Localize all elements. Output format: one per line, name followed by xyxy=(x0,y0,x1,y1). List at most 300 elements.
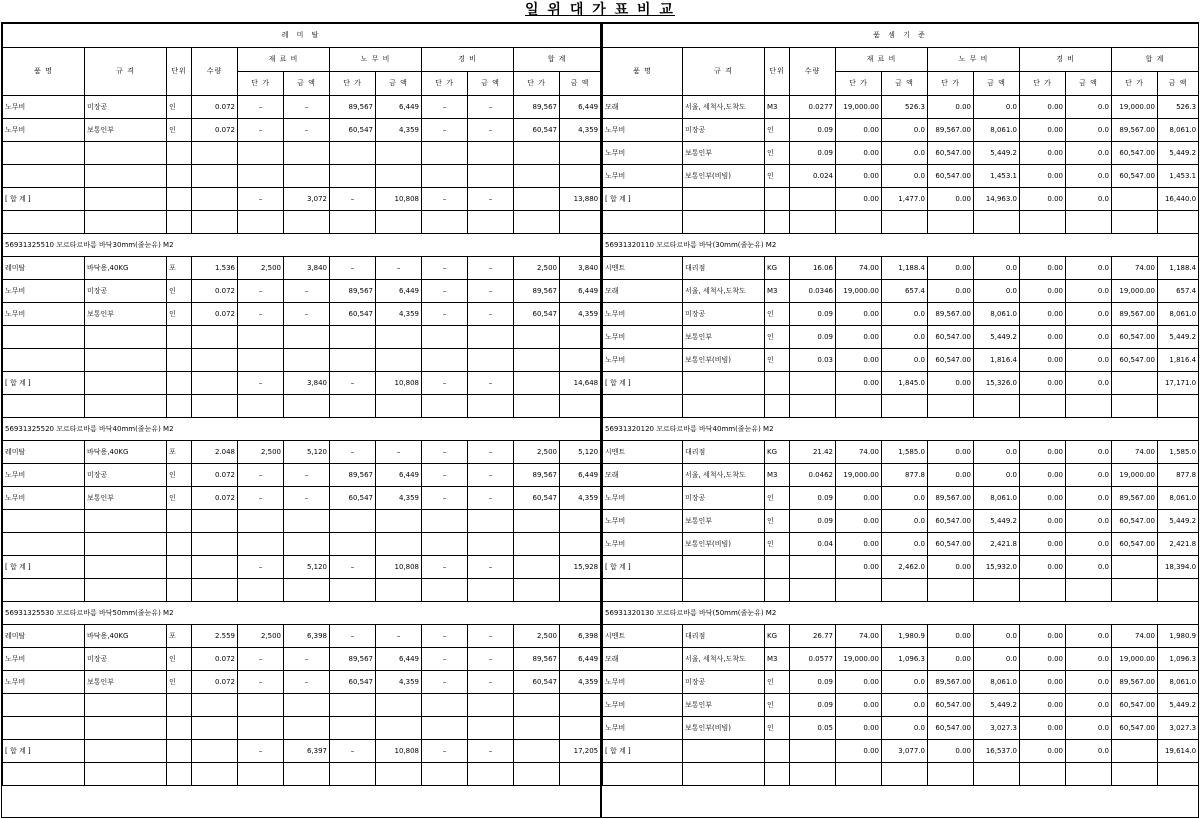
cell-tot-price: 2,500 xyxy=(514,257,560,280)
cell-qty: 0.09 xyxy=(790,142,836,165)
cell-qty xyxy=(790,372,836,395)
left-panel-title: 레 미 탈 xyxy=(3,24,601,48)
cell-spec xyxy=(85,763,167,786)
cell-exp-price: 0.00 xyxy=(1020,441,1066,464)
cell-mat-amount xyxy=(284,533,330,556)
cell-lab-amount: 5,449.2 xyxy=(974,510,1020,533)
cell-mat-price: – xyxy=(238,556,284,579)
cell-qty xyxy=(192,579,238,602)
cell-exp-amount: 0.0 xyxy=(1066,349,1112,372)
cell-mat-price: 0.00 xyxy=(836,188,882,211)
cell-item-name xyxy=(3,579,85,602)
cell-lab-amount: 6,449 xyxy=(376,96,422,119)
cell-tot-price xyxy=(1112,211,1158,234)
cell-exp-price xyxy=(1020,211,1066,234)
cell-spec xyxy=(85,142,167,165)
cell-mat-amount: 1,096.3 xyxy=(882,648,928,671)
cell-mat-amount: 1,477.0 xyxy=(882,188,928,211)
cell-tot-price: 89,567 xyxy=(514,464,560,487)
right-table-body xyxy=(603,96,1199,786)
cell-qty: 2.048 xyxy=(192,441,238,464)
table-row xyxy=(3,510,601,533)
cell-qty xyxy=(192,165,238,188)
col-price: 단 가 xyxy=(422,72,468,96)
col-price: 단 가 xyxy=(330,72,376,96)
cell-mat-amount: 3,077.0 xyxy=(882,740,928,763)
cell-spec: 바닥용,40KG xyxy=(85,441,167,464)
cell-exp-price xyxy=(1020,763,1066,786)
cell-tot-amount: 5,120 xyxy=(560,441,601,464)
page-title-text: 일 위 대 가 표 비 교 xyxy=(525,2,675,18)
cell-tot-amount xyxy=(560,165,601,188)
cell-lab-amount xyxy=(376,763,422,786)
cell-mat-amount xyxy=(882,763,928,786)
cell-unit: 인 xyxy=(167,119,192,142)
cell-spec: 보통인부(비빔) xyxy=(683,349,765,372)
section-row xyxy=(603,234,1199,257)
cell-item-name: [ 합 계 ] xyxy=(603,740,683,763)
cell-tot-price: 74.00 xyxy=(1112,441,1158,464)
cell-mat-amount: 0.0 xyxy=(882,119,928,142)
cell-mat-price: 19,000.00 xyxy=(836,96,882,119)
cell-mat-price: – xyxy=(238,188,284,211)
cell-item-name: 노무비 xyxy=(3,648,85,671)
table-row xyxy=(603,648,1199,671)
cell-exp-amount: 0.0 xyxy=(1066,717,1112,740)
page-title xyxy=(0,0,1200,22)
cell-exp-amount: – xyxy=(468,556,514,579)
cell-lab-amount xyxy=(376,717,422,740)
table-row xyxy=(3,96,601,119)
cell-item-name: 레미탈 xyxy=(3,625,85,648)
cell-tot-price xyxy=(514,556,560,579)
table-row xyxy=(3,372,601,395)
col-price: 단 가 xyxy=(238,72,284,96)
cell-tot-amount: 13,880 xyxy=(560,188,601,211)
table-row xyxy=(603,211,1199,234)
cell-mat-amount xyxy=(284,211,330,234)
cell-exp-amount xyxy=(468,533,514,556)
cell-unit xyxy=(765,763,790,786)
cell-mat-amount xyxy=(284,579,330,602)
cell-spec xyxy=(85,211,167,234)
cell-lab-amount: 4,359 xyxy=(376,119,422,142)
cell-exp-price xyxy=(422,211,468,234)
table-row xyxy=(603,579,1199,602)
table-row xyxy=(603,188,1199,211)
cell-tot-amount xyxy=(560,533,601,556)
cell-spec xyxy=(683,188,765,211)
cell-spec: 서울, 세척사,도착도 xyxy=(683,96,765,119)
cell-mat-amount xyxy=(284,326,330,349)
cell-tot-amount xyxy=(560,326,601,349)
cell-exp-amount: 0.0 xyxy=(1066,303,1112,326)
cell-mat-price xyxy=(238,142,284,165)
cell-mat-price: 0.00 xyxy=(836,326,882,349)
cell-exp-amount xyxy=(1066,211,1112,234)
cell-lab-price xyxy=(928,395,974,418)
table-row xyxy=(603,740,1199,763)
cell-mat-amount xyxy=(284,694,330,717)
cell-exp-amount xyxy=(1066,579,1112,602)
cell-lab-amount xyxy=(376,165,422,188)
cell-qty xyxy=(192,694,238,717)
cell-mat-amount: 1,980.9 xyxy=(882,625,928,648)
cell-item-name: 시멘트 xyxy=(603,441,683,464)
cell-unit xyxy=(167,510,192,533)
cell-spec: 대리점 xyxy=(683,257,765,280)
col-spec: 규 격 xyxy=(683,48,765,96)
cell-tot-price xyxy=(514,349,560,372)
cell-lab-price xyxy=(928,211,974,234)
cell-item-name xyxy=(603,211,683,234)
cell-mat-price: 0.00 xyxy=(836,671,882,694)
cell-item-name: [ 합 계 ] xyxy=(3,372,85,395)
cell-spec: 미장공 xyxy=(683,487,765,510)
cell-tot-amount: 17,205 xyxy=(560,740,601,763)
cell-tot-amount xyxy=(560,510,601,533)
cell-mat-price: 0.00 xyxy=(836,372,882,395)
cell-spec: 서울, 세척사,도착도 xyxy=(683,280,765,303)
cell-unit xyxy=(167,694,192,717)
cell-item-name: 노무비 xyxy=(3,464,85,487)
cell-exp-amount xyxy=(468,763,514,786)
cell-qty xyxy=(192,372,238,395)
cell-spec: 미장공 xyxy=(85,96,167,119)
cell-item-name: 시멘트 xyxy=(603,625,683,648)
cell-spec: 보통인부 xyxy=(85,119,167,142)
cell-spec: 보통인부(비빔) xyxy=(683,717,765,740)
cell-lab-price: 89,567.00 xyxy=(928,487,974,510)
cell-exp-price: – xyxy=(422,188,468,211)
col-total: 합 계 xyxy=(1112,48,1199,72)
cell-tot-price: 89,567 xyxy=(514,96,560,119)
cell-exp-price: 0.00 xyxy=(1020,372,1066,395)
cell-tot-amount: 16,440.0 xyxy=(1158,188,1199,211)
col-spec: 규 격 xyxy=(85,48,167,96)
cell-unit: M3 xyxy=(765,96,790,119)
table-row xyxy=(603,303,1199,326)
cell-lab-amount: 8,061.0 xyxy=(974,671,1020,694)
cell-tot-price: 60,547 xyxy=(514,671,560,694)
cell-exp-amount: – xyxy=(468,671,514,694)
cell-mat-price: – xyxy=(238,372,284,395)
col-price: 단 가 xyxy=(836,72,882,96)
cell-lab-amount: 14,963.0 xyxy=(974,188,1020,211)
cell-lab-amount xyxy=(376,349,422,372)
comparison-sheet xyxy=(1,22,1199,818)
cell-lab-price xyxy=(330,533,376,556)
cell-unit: 인 xyxy=(167,464,192,487)
cell-spec xyxy=(683,763,765,786)
cell-tot-price: 60,547.00 xyxy=(1112,326,1158,349)
cell-mat-amount: 6,398 xyxy=(284,625,330,648)
table-row xyxy=(3,280,601,303)
cell-lab-amount: 6,449 xyxy=(376,280,422,303)
cell-lab-amount xyxy=(974,211,1020,234)
cell-unit: 인 xyxy=(167,487,192,510)
cell-mat-amount: 526.3 xyxy=(882,96,928,119)
cell-exp-price: 0.00 xyxy=(1020,188,1066,211)
cell-qty: 0.09 xyxy=(790,694,836,717)
cell-lab-amount: 3,027.3 xyxy=(974,717,1020,740)
cell-exp-price xyxy=(422,533,468,556)
cell-exp-price: 0.00 xyxy=(1020,694,1066,717)
col-name: 품 명 xyxy=(3,48,85,96)
cell-tot-price xyxy=(1112,395,1158,418)
cell-tot-price xyxy=(514,533,560,556)
table-row xyxy=(603,372,1199,395)
cell-spec xyxy=(85,395,167,418)
cell-lab-amount: 15,932.0 xyxy=(974,556,1020,579)
cell-qty xyxy=(790,579,836,602)
cell-exp-price: – xyxy=(422,119,468,142)
cell-item-name: 노무비 xyxy=(3,303,85,326)
cell-tot-amount: 4,359 xyxy=(560,487,601,510)
cell-spec: 미장공 xyxy=(85,464,167,487)
section-row xyxy=(603,602,1199,625)
cell-lab-price: 89,567 xyxy=(330,280,376,303)
cell-unit: 인 xyxy=(765,717,790,740)
cell-tot-amount xyxy=(560,763,601,786)
cell-spec: 대리점 xyxy=(683,625,765,648)
table-row xyxy=(603,395,1199,418)
cell-exp-amount xyxy=(468,349,514,372)
cell-unit xyxy=(765,372,790,395)
cell-item-name: 시멘트 xyxy=(603,257,683,280)
col-amount: 금 액 xyxy=(468,72,514,96)
cell-item-name: 레미탈 xyxy=(3,257,85,280)
cell-tot-amount xyxy=(1158,211,1199,234)
cell-mat-price: 0.00 xyxy=(836,740,882,763)
cell-tot-price xyxy=(514,372,560,395)
cell-exp-price: – xyxy=(422,257,468,280)
cell-unit: 인 xyxy=(167,648,192,671)
cell-lab-amount: 4,359 xyxy=(376,671,422,694)
cell-spec: 보통인부 xyxy=(683,510,765,533)
cell-mat-price: 19,000.00 xyxy=(836,648,882,671)
table-row xyxy=(603,671,1199,694)
cell-exp-amount: 0.0 xyxy=(1066,740,1112,763)
cell-exp-amount: – xyxy=(468,119,514,142)
cell-exp-price: – xyxy=(422,740,468,763)
cell-exp-price: – xyxy=(422,96,468,119)
cell-mat-amount: 0.0 xyxy=(882,349,928,372)
cell-spec xyxy=(683,579,765,602)
cell-exp-price: – xyxy=(422,648,468,671)
cell-lab-amount: 1,816.4 xyxy=(974,349,1020,372)
cell-spec xyxy=(85,165,167,188)
cell-item-name: [ 합 계 ] xyxy=(603,372,683,395)
cell-spec: 보통인부 xyxy=(683,326,765,349)
cell-item-name xyxy=(3,395,85,418)
cell-tot-price xyxy=(1112,740,1158,763)
cell-mat-price: 2,500 xyxy=(238,441,284,464)
cell-mat-price: 74.00 xyxy=(836,257,882,280)
cell-tot-price xyxy=(1112,188,1158,211)
cell-mat-price xyxy=(238,165,284,188)
cell-unit: 인 xyxy=(765,533,790,556)
cell-lab-amount: 2,421.8 xyxy=(974,533,1020,556)
cell-lab-price: – xyxy=(330,441,376,464)
cell-tot-amount: 1,096.3 xyxy=(1158,648,1199,671)
cell-lab-price: 60,547 xyxy=(330,487,376,510)
table-row xyxy=(3,326,601,349)
cell-qty: 1.536 xyxy=(192,257,238,280)
cell-spec: 미장공 xyxy=(85,280,167,303)
table-row xyxy=(603,349,1199,372)
cell-tot-price xyxy=(514,510,560,533)
cell-spec xyxy=(683,211,765,234)
table-row xyxy=(3,671,601,694)
cell-lab-price xyxy=(330,326,376,349)
cell-unit: 포 xyxy=(167,257,192,280)
cell-exp-amount xyxy=(468,694,514,717)
cell-qty xyxy=(192,349,238,372)
cell-item-name xyxy=(3,165,85,188)
cell-lab-price: 60,547.00 xyxy=(928,142,974,165)
cell-spec: 미장공 xyxy=(683,671,765,694)
cell-mat-amount: 3,840 xyxy=(284,372,330,395)
cell-mat-amount xyxy=(882,579,928,602)
table-row xyxy=(3,579,601,602)
cell-lab-price: 60,547.00 xyxy=(928,326,974,349)
cell-lab-price: 0.00 xyxy=(928,648,974,671)
table-row xyxy=(603,487,1199,510)
cell-lab-price: 60,547 xyxy=(330,303,376,326)
cell-qty: 0.09 xyxy=(790,326,836,349)
col-labor: 노 무 비 xyxy=(928,48,1020,72)
col-price: 단 가 xyxy=(514,72,560,96)
table-row xyxy=(603,717,1199,740)
cell-item-name: 노무비 xyxy=(3,671,85,694)
cell-tot-price: 60,547.00 xyxy=(1112,142,1158,165)
cell-item-name xyxy=(603,579,683,602)
cell-tot-amount: 17,171.0 xyxy=(1158,372,1199,395)
cell-tot-amount xyxy=(1158,763,1199,786)
cell-spec xyxy=(85,372,167,395)
cell-unit xyxy=(765,740,790,763)
cell-unit: 인 xyxy=(167,671,192,694)
cell-lab-amount: – xyxy=(376,625,422,648)
cell-exp-price: 0.00 xyxy=(1020,257,1066,280)
cell-lab-amount: 0.0 xyxy=(974,441,1020,464)
cell-tot-amount xyxy=(560,142,601,165)
cell-qty xyxy=(192,142,238,165)
cell-mat-amount: 0.0 xyxy=(882,142,928,165)
cell-exp-price: – xyxy=(422,487,468,510)
cell-mat-price: 0.00 xyxy=(836,349,882,372)
cell-exp-amount: 0.0 xyxy=(1066,326,1112,349)
cell-mat-price xyxy=(238,510,284,533)
cell-lab-amount: 0.0 xyxy=(974,257,1020,280)
table-row xyxy=(3,533,601,556)
cell-tot-price: 19,000.00 xyxy=(1112,648,1158,671)
cell-unit: 인 xyxy=(765,165,790,188)
cell-exp-amount: 0.0 xyxy=(1066,487,1112,510)
cell-mat-amount xyxy=(284,165,330,188)
table-row xyxy=(603,464,1199,487)
table-row xyxy=(3,717,601,740)
cell-mat-amount: 0.0 xyxy=(882,165,928,188)
table-row xyxy=(3,165,601,188)
cell-lab-price: 0.00 xyxy=(928,372,974,395)
cell-spec: 보통인부 xyxy=(85,671,167,694)
cell-exp-amount: – xyxy=(468,303,514,326)
cell-spec xyxy=(85,510,167,533)
cell-lab-price: – xyxy=(330,257,376,280)
cell-tot-price: 89,567 xyxy=(514,280,560,303)
cell-spec: 미장공 xyxy=(683,119,765,142)
cell-spec: 보통인부(비빔) xyxy=(683,533,765,556)
cell-qty xyxy=(790,188,836,211)
cell-exp-amount: 0.0 xyxy=(1066,372,1112,395)
cell-qty: 0.04 xyxy=(790,533,836,556)
section-row xyxy=(3,234,601,257)
cell-mat-amount: 5,120 xyxy=(284,441,330,464)
cell-unit xyxy=(167,326,192,349)
section-row xyxy=(603,418,1199,441)
cell-lab-amount: 8,061.0 xyxy=(974,119,1020,142)
cell-item-name: 노무비 xyxy=(603,326,683,349)
cell-exp-price xyxy=(422,142,468,165)
cell-tot-amount: 6,449 xyxy=(560,96,601,119)
cell-mat-amount xyxy=(284,349,330,372)
cell-exp-price: 0.00 xyxy=(1020,671,1066,694)
cell-tot-price: 89,567.00 xyxy=(1112,119,1158,142)
cell-lab-price xyxy=(330,717,376,740)
cell-item-name: 노무비 xyxy=(603,165,683,188)
cell-mat-price: – xyxy=(238,464,284,487)
cell-lab-amount: 15,326.0 xyxy=(974,372,1020,395)
cell-mat-price: – xyxy=(238,303,284,326)
cell-item-name: 노무비 xyxy=(603,717,683,740)
cell-lab-price: 60,547 xyxy=(330,119,376,142)
cell-lab-amount xyxy=(376,211,422,234)
cell-exp-price xyxy=(1020,395,1066,418)
cell-tot-amount: 19,614.0 xyxy=(1158,740,1199,763)
cell-tot-price: 89,567 xyxy=(514,648,560,671)
cell-lab-price xyxy=(330,395,376,418)
col-material: 재 료 비 xyxy=(238,48,330,72)
cell-tot-amount: 1,453.1 xyxy=(1158,165,1199,188)
cell-qty xyxy=(192,395,238,418)
cell-item-name xyxy=(3,349,85,372)
cell-exp-amount: 0.0 xyxy=(1066,96,1112,119)
cell-unit: 인 xyxy=(765,487,790,510)
cell-item-name xyxy=(3,763,85,786)
cell-qty: 0.09 xyxy=(790,510,836,533)
cell-tot-amount: 4,359 xyxy=(560,671,601,694)
cell-spec: 서울, 세척사,도착도 xyxy=(683,648,765,671)
table-row xyxy=(3,648,601,671)
cell-tot-price xyxy=(514,763,560,786)
table-row xyxy=(603,556,1199,579)
cell-lab-price xyxy=(330,211,376,234)
cell-mat-price: 74.00 xyxy=(836,441,882,464)
cell-unit: KG xyxy=(765,625,790,648)
cell-qty xyxy=(192,717,238,740)
col-amount: 금 액 xyxy=(560,72,601,96)
cell-exp-amount: 0.0 xyxy=(1066,510,1112,533)
table-row xyxy=(3,763,601,786)
cell-qty xyxy=(790,740,836,763)
table-row xyxy=(603,763,1199,786)
cell-exp-amount xyxy=(468,142,514,165)
cell-mat-price: – xyxy=(238,740,284,763)
table-row xyxy=(603,694,1199,717)
cell-tot-amount xyxy=(560,211,601,234)
